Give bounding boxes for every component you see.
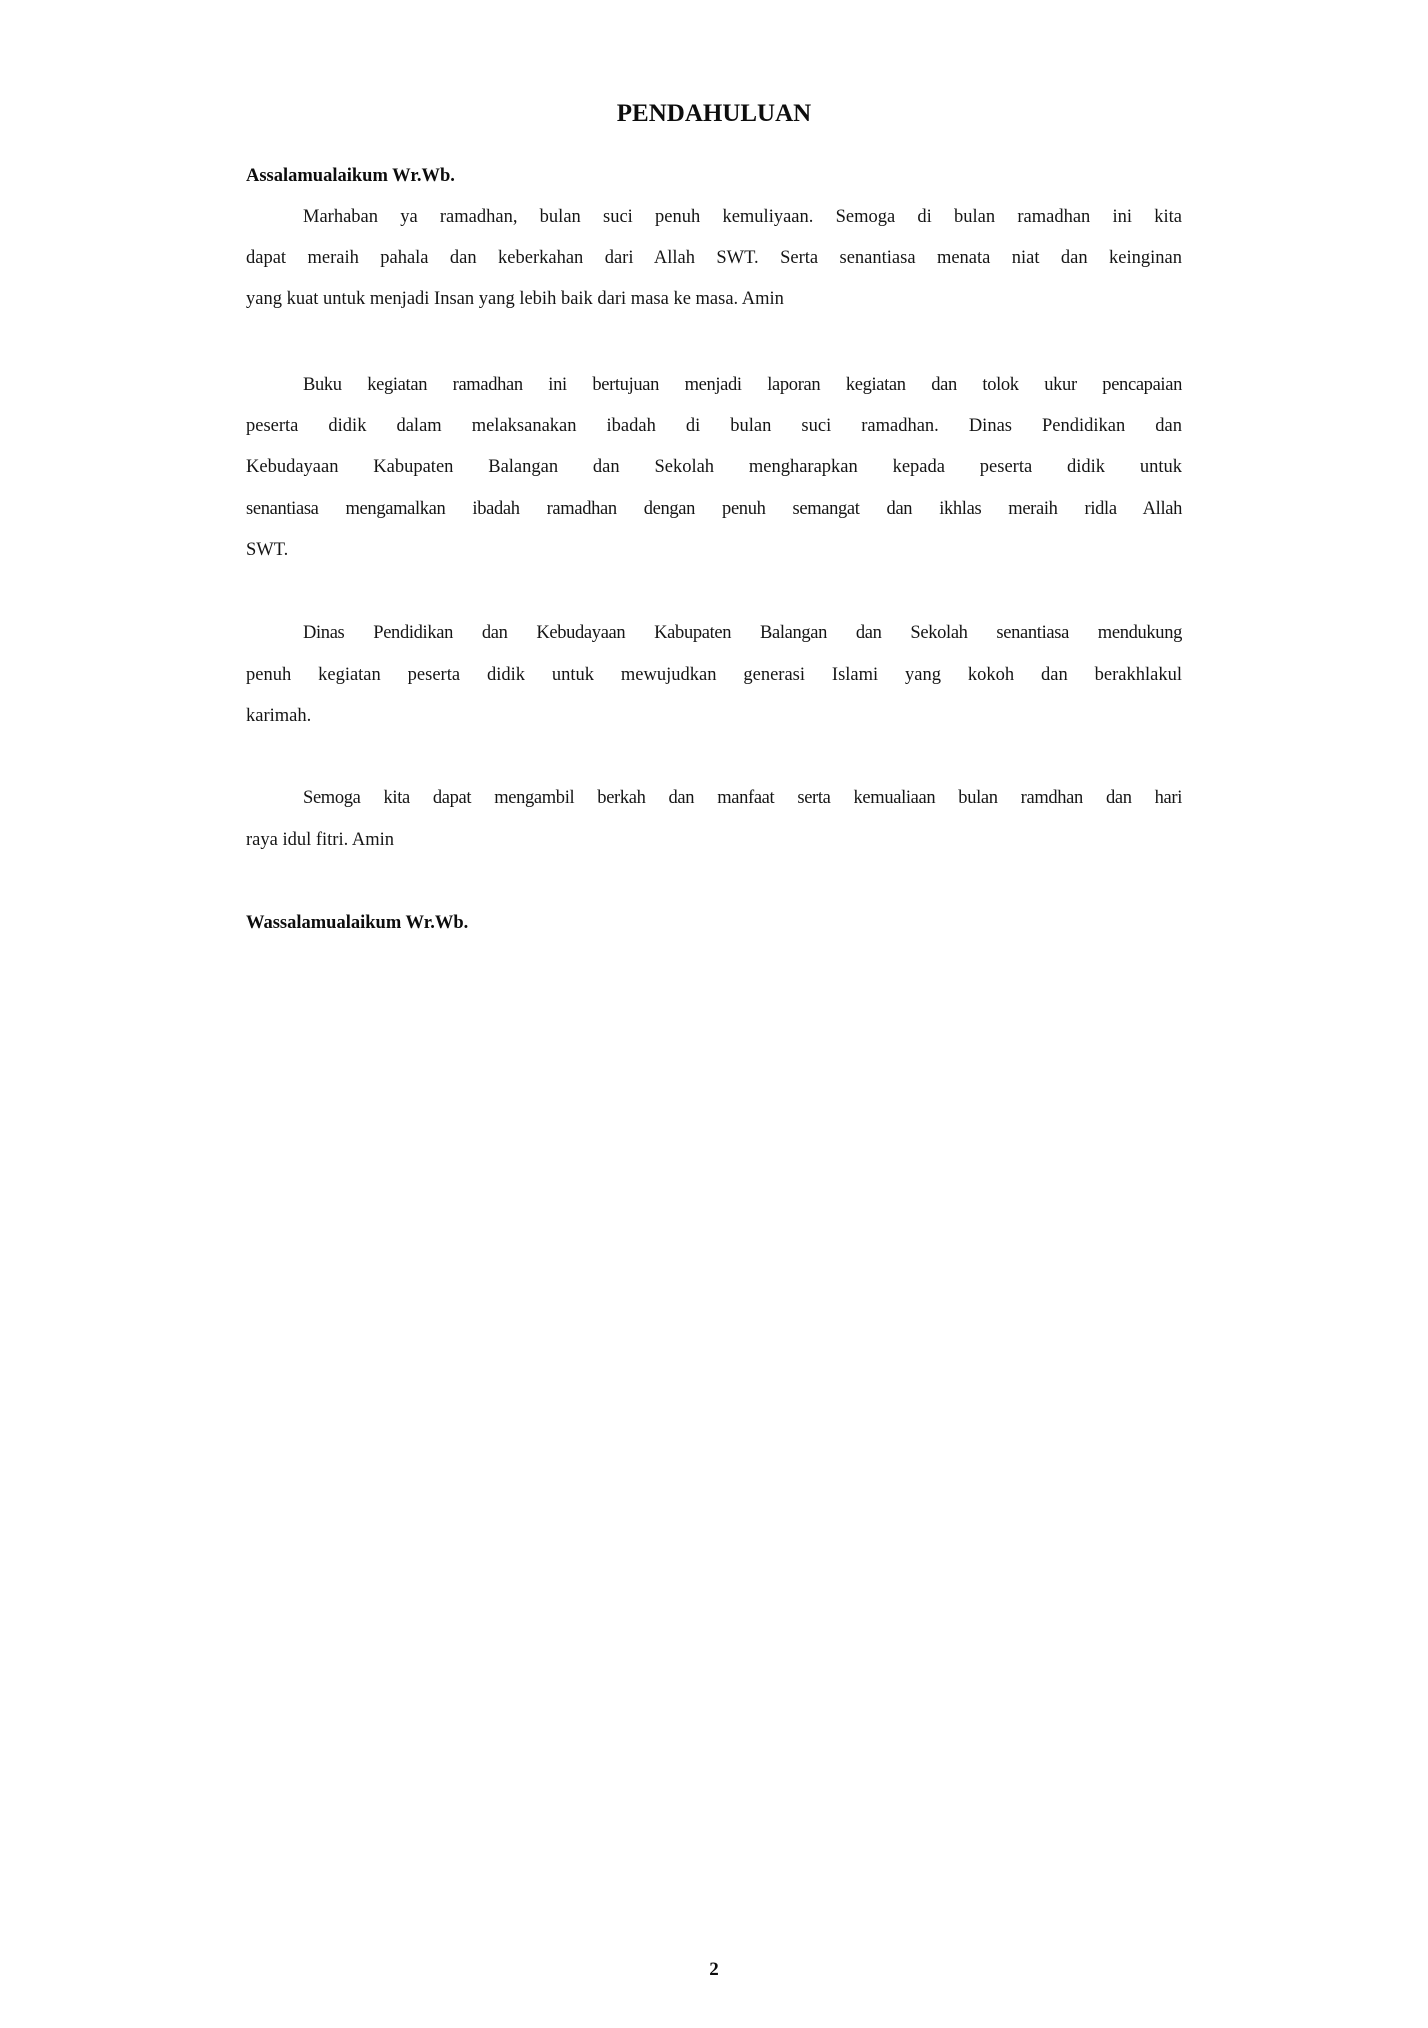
paragraph-line: peserta didik dalam melaksanakan ibadah di bulan suci ramadhan. Dinas Pendidikan dan	[246, 415, 1182, 436]
paragraph-line: Marhaban ya ramadhan, bulan suci penuh kemuliyaan. Semoga di bulan ramadhan ini kita	[303, 206, 1182, 227]
closing-greeting: Wassalamualaikum Wr.Wb.	[246, 912, 469, 933]
paragraph-line: SWT.	[246, 539, 289, 560]
opening-greeting: Assalamualaikum Wr.Wb.	[246, 165, 455, 186]
paragraph-line: raya idul fitri. Amin	[246, 829, 394, 850]
paragraph-line: karimah.	[246, 705, 312, 726]
paragraph-line: Kebudayaan Kabupaten Balangan dan Sekolah mengharapkan kepada peserta didik untuk	[246, 456, 1182, 477]
paragraph-line: Dinas Pendidikan dan Kebudayaan Kabupaten Balangan dan Sekolah senantiasa mendukung	[303, 622, 1182, 643]
paragraph-line: dapat meraih pahala dan keberkahan dari Allah SWT. Serta senantiasa menata niat dan keinginan	[246, 247, 1182, 268]
paragraph-line: yang kuat untuk menjadi Insan yang lebih baik dari masa ke masa. Amin	[246, 288, 784, 309]
page-number: 2	[709, 1959, 719, 1980]
paragraph-line: Buku kegiatan ramadhan ini bertujuan menjadi laporan kegiatan dan tolok ukur pencapaian	[303, 374, 1182, 395]
page-title: PENDAHULUAN	[616, 100, 812, 127]
paragraph-line: senantiasa mengamalkan ibadah ramadhan dengan penuh semangat dan ikhlas meraih ridla Allah	[246, 498, 1182, 519]
paragraph-line: Semoga kita dapat mengambil berkah dan manfaat serta kemualiaan bulan ramdhan dan hari	[303, 787, 1182, 808]
paragraph-line: penuh kegiatan peserta didik untuk mewujudkan generasi Islami yang kokoh dan berakhlakul	[246, 664, 1182, 685]
